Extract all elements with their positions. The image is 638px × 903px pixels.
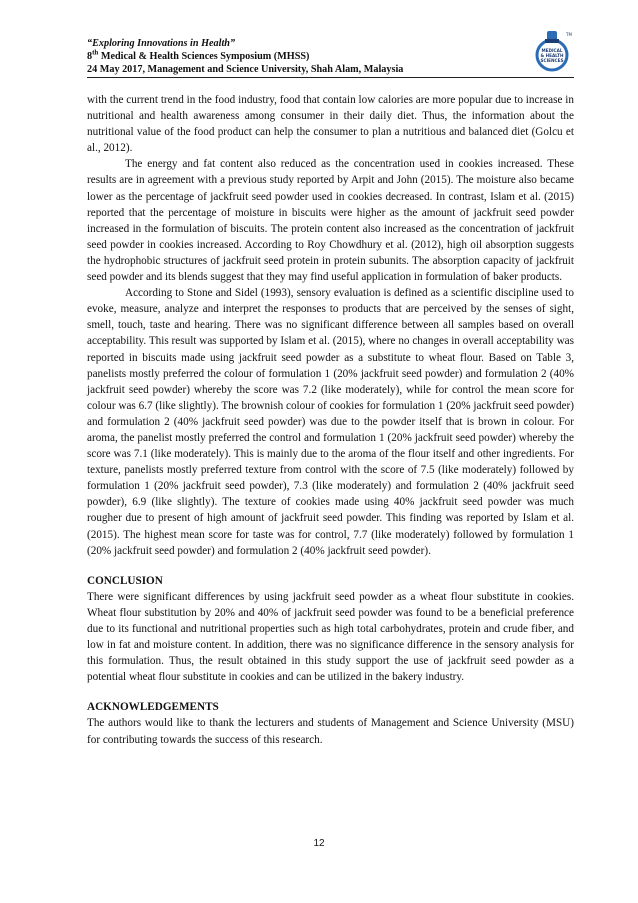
logo-word-1: MEDICAL bbox=[541, 48, 563, 53]
page-header bbox=[87, 37, 574, 76]
acknowledgements-text: The authors would like to thank the lecturers and students of Management and Science University (MSU) for contributing towards the success of this research. bbox=[87, 717, 574, 746]
header-rule bbox=[87, 77, 574, 78]
header-theme: “Exploring Innovations in Health” bbox=[87, 38, 236, 49]
conclusion-text: There were significant differences by using jackfruit seed powder as a wheat flour substitute in cookies. Wheat flour substitution by 20% and 40% of jackfruit seed powder was found to be a beneficial preference due to its functional and nutritional properties such as high total carbohydrates, protein and crude fiber, and low in fat and moisture content. In addition, there was no significance difference in the sensory analysis for this formulation. Thus, the result obtained in this study support the use of jackfruit seed powder as a potential wheat flour substitute in cookies and can be utilized in the bakery industry. bbox=[87, 590, 574, 684]
page-number: 12 bbox=[313, 838, 325, 849]
body-text bbox=[87, 92, 574, 748]
paragraph-3: According to Stone and Sidel (1993), sensory evaluation is defined as a scientific discipline used to evoke, measure, analyze and interpret the responses to products that are perceived by the senses of sight, smell, touch, taste and hearing. There was no significant difference between all samples based on overall acceptability. This result was supported by Islam et al. (2015), where no changes in overall acceptability was reported in biscuits made using jackfruit seed powder as a substitute to wheat flour. Based on Table 3, panelists mostly preferred the colour of formulation 1 (20% jackfruit seed powder) and formulation 2 (40% jackfruit seed powder) whereby the score was 7.2 (like moderately), while for control the mean score for colour was 6.7 (like slightly). The brownish colour of cookies for formulation 1 (20% jackfruit seed powder) and formulation 2 (40% jackfruit seed powder) was due to the powder itself that is brown in colour. For aroma, the panelist mostly preferred the control and formulation 1 (20% jackfruit seed powder) whereby the score was 7.1 (like moderately). This is mainly due to the aroma of the flour itself and other ingredients. For texture, panelists mostly preferred texture from control with the score of 7.5 (like moderately) followed by formulation 1 (20% jackfruit seed powder), 7.3 (like moderately) and formulation 2 (40% jackfruit seed powder), 6.9 (like slightly). The texture of cookies made using 40% jackfruit seed powder was much rougher due to present of high amount of jackfruit seed powder. This finding was reported by Islam et al. (2015). The highest mean score for taste was for control, 7.7 (like moderately) followed by formulation 1 (20% jackfruit seed powder) and formulation 2 (40% jackfruit seed powder). bbox=[87, 287, 574, 557]
logo-word-2: & HEALTH bbox=[540, 53, 564, 58]
paragraph-2: The energy and fat content also reduced as the concentration used in cookies increased. These results are in agreement with a previous study reported by Arpit and John (2015). The moisture also became lower as the percentage of jackfruit seed powder used in cookies decreased. In contrast, Islam et al. (2015) reported that the percentage of moisture in biscuits were higher as the amount of jackfruit seed powder increased in the formulation of biscuits. The protein content also increased as the concentration of jackfruit seed powder in cookies increased. According to Roy Chowdhury et al. (2012), high oil absorption suggests the hydrophobic structures of jackfruit seed protein in protein subunits. The absorption capacity of jackfruit seed powder and its blends suggest that they may find useful application in formulation of baker products. bbox=[87, 158, 574, 284]
symposium-logo-icon bbox=[530, 28, 574, 74]
logo-tm: TM bbox=[566, 32, 572, 37]
conclusion-heading: CONCLUSION bbox=[87, 574, 163, 587]
logo-word-3: SCIENCES bbox=[540, 58, 564, 63]
paragraph-1: with the current trend in the food industry, food that contain low calories are more popular due to increase in nutritional and health awareness among consumer in their daily diet. Thus, the information about the nutritional value of the food product can help the consumer to plan a nutritious and balanced diet (Golcu et al., 2012). bbox=[87, 94, 574, 155]
header-date-venue: 24 May 2017, Management and Science University, Shah Alam, Malaysia bbox=[87, 64, 404, 75]
acknowledgements-heading: ACKNOWLEDGEMENTS bbox=[87, 701, 219, 714]
header-symposium: 8th Medical & Health Sciences Symposium (MHSS) bbox=[87, 48, 310, 62]
